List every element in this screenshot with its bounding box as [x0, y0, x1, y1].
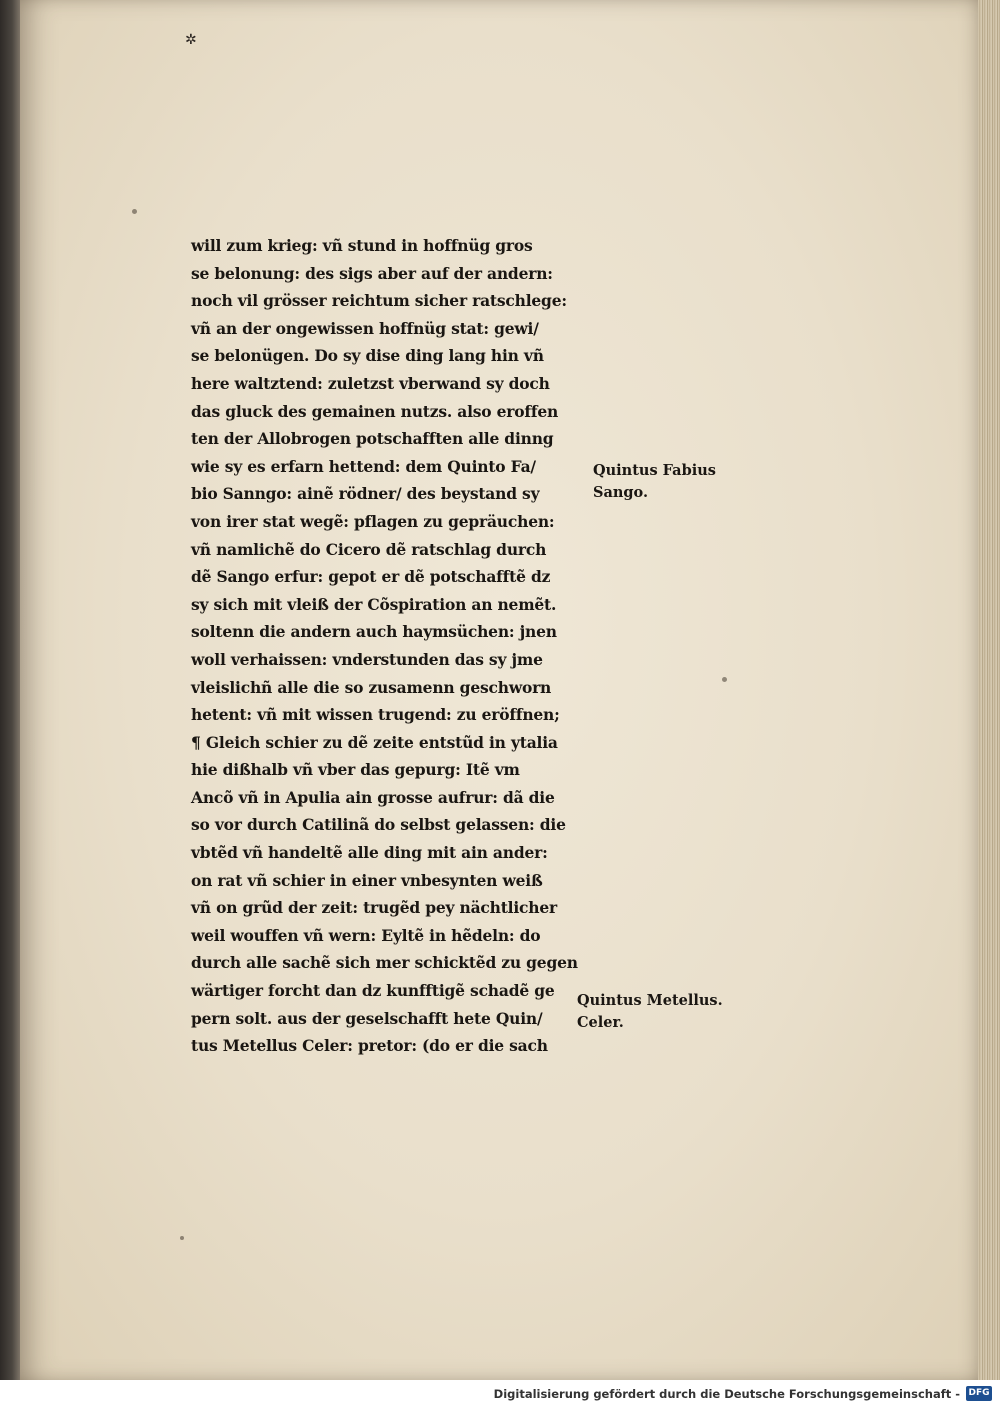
text-line: von irer stat wegẽ: pflagen zu gepräuchen:: [191, 511, 555, 531]
text-line: Ancõ vñ in Apulia ain grosse aufrur: dã die: [191, 787, 555, 807]
text-line: pern solt. aus der geselschafft hete Quin/: [191, 1008, 543, 1028]
text-line: hetent: vñ mit wissen trugend: zu eröffnen;: [191, 705, 560, 725]
margin-note-line: Celer.: [577, 1014, 624, 1031]
footer-bar: [0, 1380, 1000, 1409]
text-line: tus Metellus Celer: pretor: (do er die sach: [191, 1036, 548, 1056]
text-line: vñ an der ongewissen hoffnüg stat: gewi/: [191, 318, 539, 338]
text-line: noch vil grösser reichtum sicher ratschlege:: [191, 291, 567, 311]
text-line: weil wouffen vñ wern: Eyltẽ in hẽdeln: do: [191, 925, 541, 945]
text-line: se belonügen. Do sy dise ding lang hin vñ: [191, 346, 544, 366]
main-text-column: [191, 232, 591, 1060]
text-line: will zum krieg: vñ stund in hoffnüg gros: [191, 236, 533, 255]
paper-spot: [722, 677, 727, 682]
text-line: ten der Allobrogen potschafften alle dinng: [191, 429, 554, 449]
text-line: vñ on grũd der zeit: trugẽd pey nächtlicher: [191, 898, 557, 918]
margin-note-fabius: [593, 460, 716, 504]
text-line: soltenn die andern auch haymsüchen: jnen: [191, 622, 557, 642]
text-line: on rat vñ schier in einer vnbesynten weiß: [191, 870, 543, 890]
text-line: vleislichñ alle die so zusamenn geschworn: [191, 677, 552, 697]
page-stack-edge: [978, 0, 1000, 1380]
text-line: vñ namlichẽ do Cicero dẽ ratschlag durch: [191, 539, 547, 559]
margin-note-line: Quintus Fabius: [593, 462, 716, 479]
book-page: [20, 0, 980, 1380]
signature-mark: ✲: [185, 32, 197, 48]
margin-note-metellus: [577, 990, 723, 1034]
text-line: durch alle sachẽ sich mer schicktẽd zu gegen: [191, 953, 578, 973]
text-line: wie sy es erfarn hettend: dem Quinto Fa/: [191, 456, 536, 476]
text-line: here waltztend: zuletzst vberwand sy doch: [191, 373, 550, 393]
text-line: dẽ Sango erfur: gepot er dẽ potschafftẽ dz: [191, 567, 551, 587]
text-line: hie dißhalb vñ vber das gepurg: Itẽ vm: [191, 760, 520, 780]
text-line: woll verhaissen: vnderstunden das sy jme: [191, 649, 543, 669]
text-line: vbtẽd vñ handeltẽ alle ding mit ain ander:: [191, 843, 548, 863]
paper-spot: [180, 1236, 184, 1240]
text-line: ¶ Gleich schier zu dẽ zeite entstũd in ytalia: [191, 732, 558, 752]
dfg-logo-icon: DFG: [966, 1386, 992, 1401]
margin-note-line: Sango.: [593, 484, 649, 501]
text-line: bio Sanngo: ainẽ rödner/ des beystand sy: [191, 484, 540, 504]
text-line: so vor durch Catilinã do selbst gelassen: die: [191, 815, 566, 835]
text-line: se belonung: des sigs aber auf der andern:: [191, 263, 553, 283]
margin-note-line: Quintus Metellus.: [577, 992, 723, 1009]
book-cover-edge: [0, 0, 20, 1380]
text-line: wärtiger forcht dan dz kunfftigẽ schadẽ ge: [191, 981, 555, 1001]
text-line: das gluck des gemainen nutzs. also eroffen: [191, 401, 559, 421]
paper-spot: [132, 209, 137, 214]
funding-notice: Digitalisierung gefördert durch die Deutsche Forschungsgemeinschaft -: [493, 1387, 960, 1401]
text-line: sy sich mit vleiß der Cõspiration an nemẽt.: [191, 594, 557, 614]
